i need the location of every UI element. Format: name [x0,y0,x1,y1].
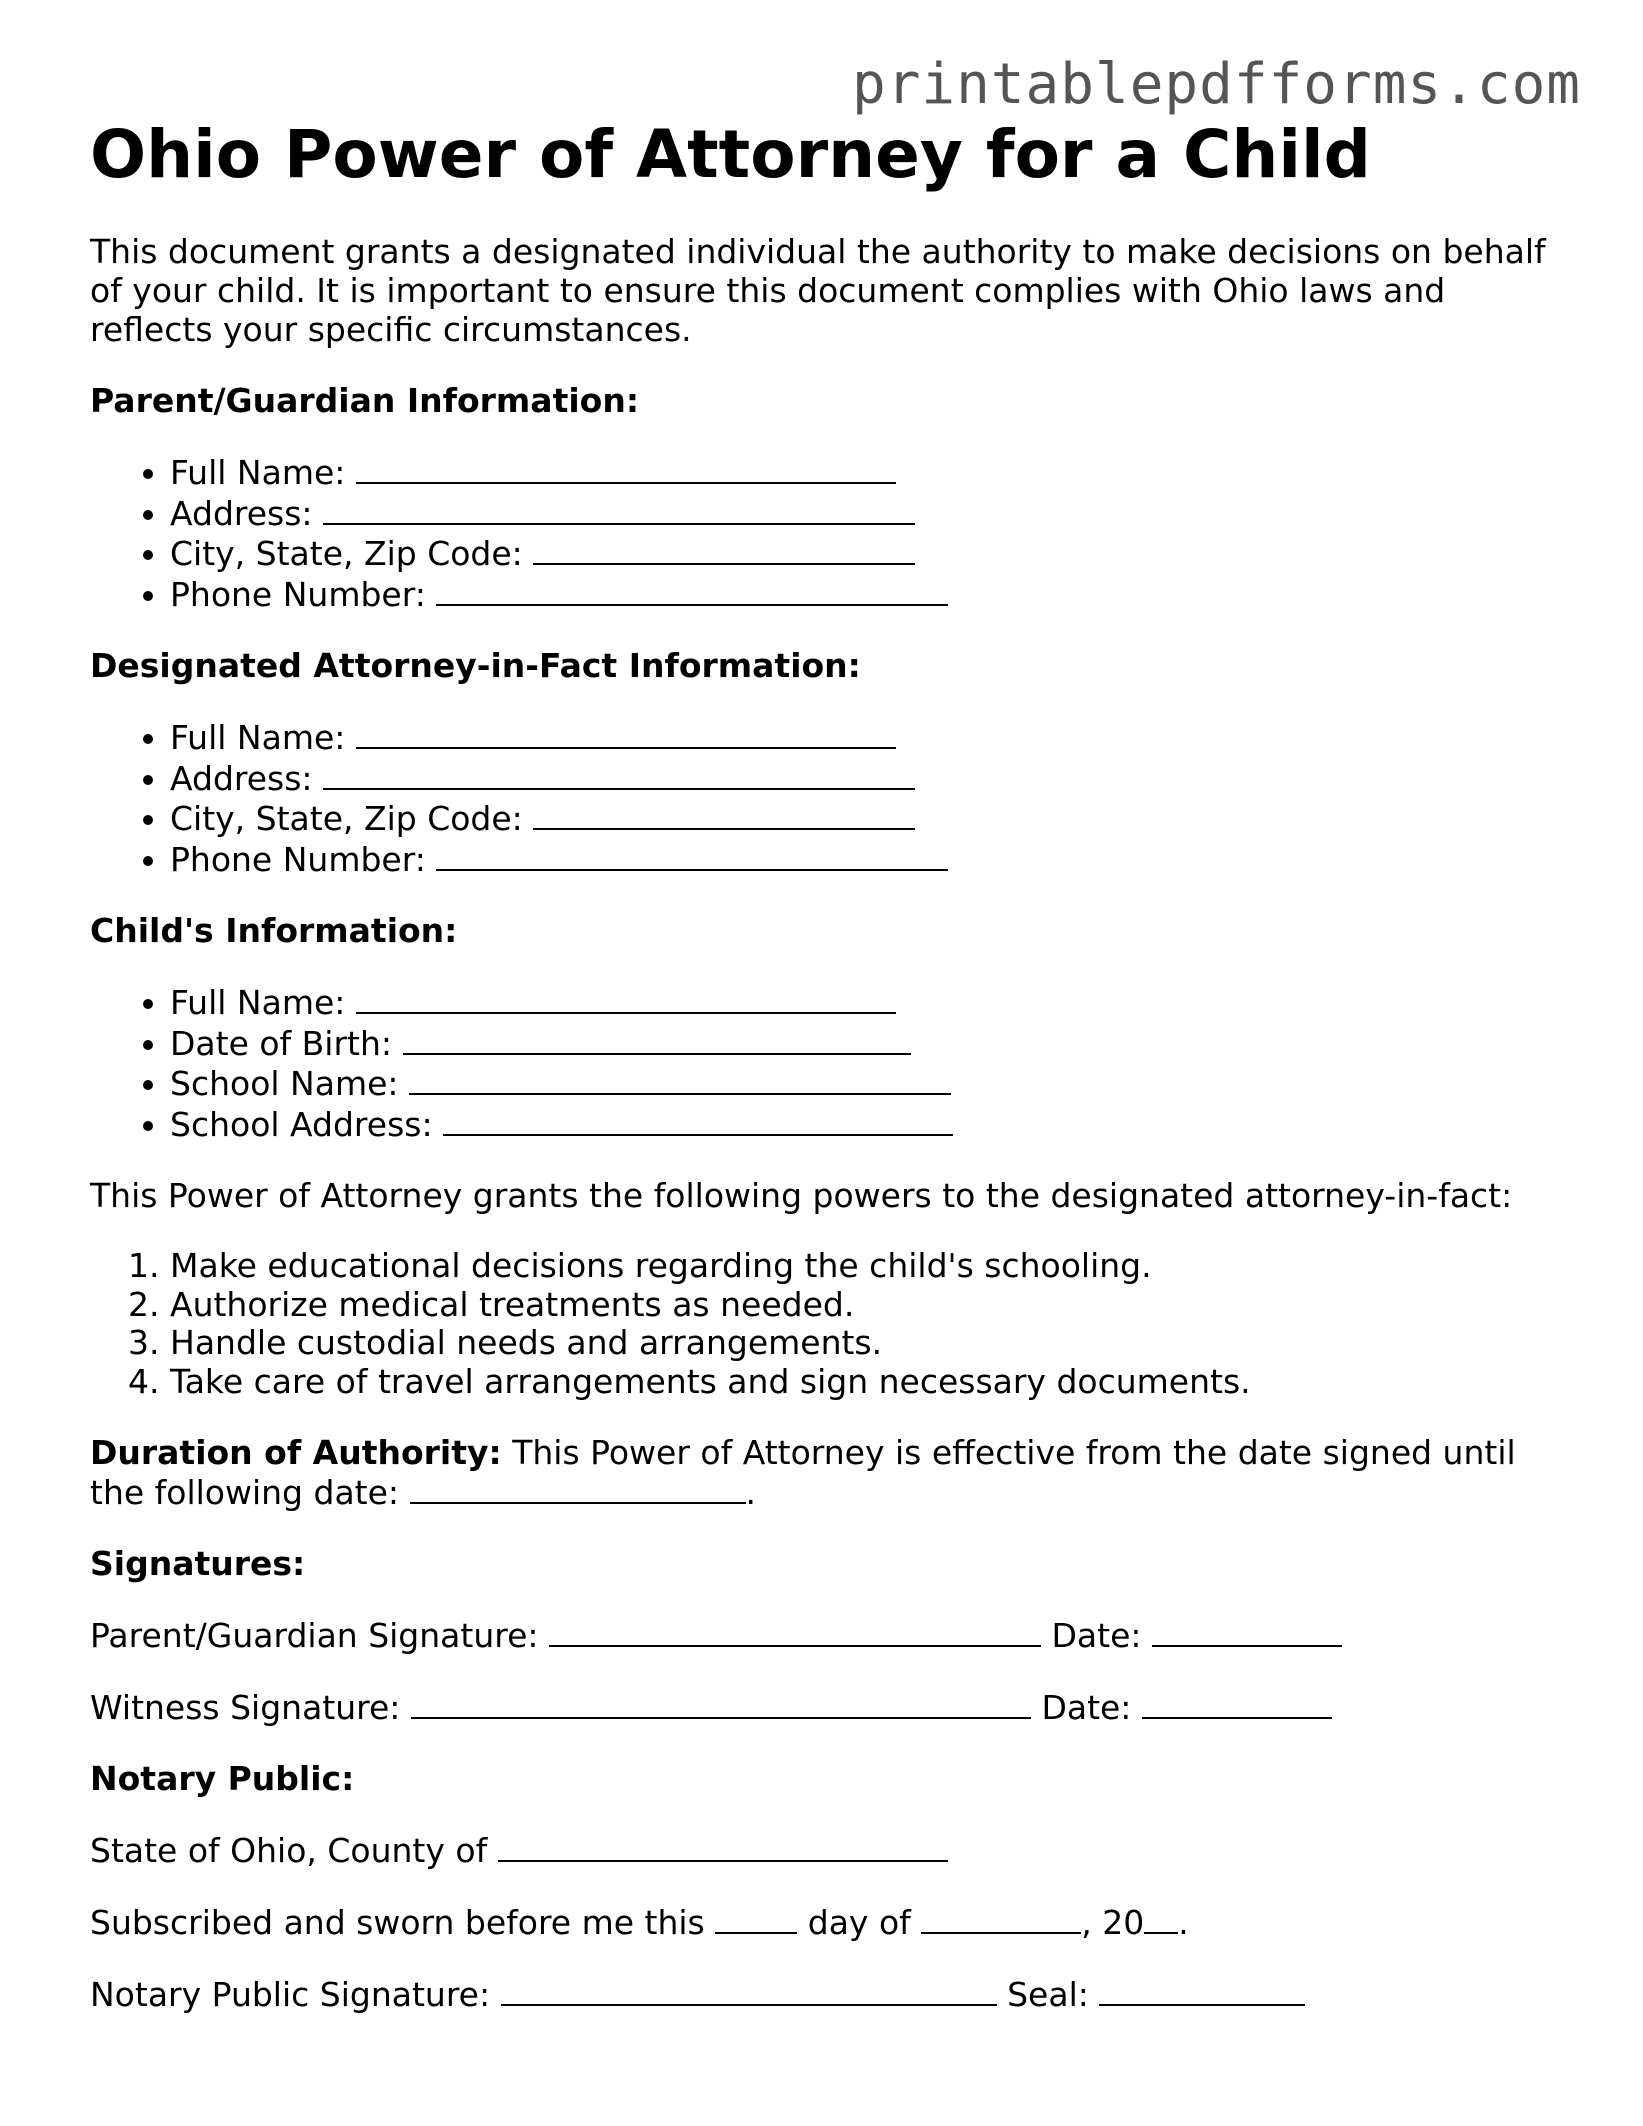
parent-full-name-row [170,452,1550,493]
powers-intro: This Power of Attorney grants the following powers to the designated attorney-in-fact: [90,1176,1513,1215]
child-full-name-field[interactable] [356,982,896,1014]
attorney-city-row [170,798,1550,839]
power-item: 1. Make educational decisions regarding the child's schooling. [170,1247,1550,1286]
notary-day-field[interactable] [715,1902,797,1934]
signatures-heading: Signatures: [90,1544,306,1583]
field-label: Phone Number: [170,839,426,879]
field-label: School Address: [170,1104,433,1144]
notary-signature-field[interactable] [501,1974,997,2006]
parent-city-row [170,533,1550,574]
attorney-address-field[interactable] [323,758,915,790]
witness-date-field[interactable] [1142,1687,1332,1719]
notary-sworn-line [90,1902,1550,1942]
parent-address-field[interactable] [323,493,915,525]
child-heading: Child's Information: [90,911,458,950]
field-label: City, State, Zip Code: [170,534,523,573]
power-item: 2. Authorize medical treatments as needed. [170,1286,1550,1325]
duration-label: Duration of Authority: [90,1433,502,1472]
child-full-name-row [170,982,1550,1023]
attorney-field-list [90,717,1550,879]
attorney-full-name-row [170,717,1550,758]
child-school-address-field[interactable] [443,1104,953,1136]
notary-county-line [90,1830,1550,1870]
parent-signature-line [90,1615,1550,1655]
child-dob-row [170,1023,1550,1064]
power-item: 4. Take care of travel arrangements and sign necessary documents. [170,1363,1550,1402]
duration-end-punct: . [745,1473,757,1512]
notary-seal-label: Seal: [1007,1975,1089,2014]
child-dob-field[interactable] [403,1023,911,1055]
parent-heading: Parent/Guardian Information: [90,381,640,420]
child-school-address-row [170,1104,1550,1145]
parent-field-list [90,452,1550,614]
field-label: Address: [170,493,313,533]
notary-sworn-year: , 20 [1081,1903,1145,1942]
notary-signature-line [90,1974,1550,2014]
duration-end-date-field[interactable] [410,1472,746,1504]
attorney-full-name-field[interactable] [356,717,896,749]
field-label: Phone Number: [170,574,426,614]
parent-full-name-field[interactable] [356,452,896,484]
duration-paragraph [90,1433,1550,1512]
attorney-phone-field[interactable] [436,839,948,871]
field-label: City, State, Zip Code: [170,799,523,838]
parent-signature-label: Parent/Guardian Signature: [90,1616,539,1655]
witness-signature-line [90,1687,1550,1727]
parent-signature-field[interactable] [549,1615,1041,1647]
attorney-heading: Designated Attorney-in-Fact Information: [90,646,861,685]
parent-phone-row [170,574,1550,615]
witness-date-label: Date: [1041,1688,1132,1727]
notary-heading: Notary Public: [90,1759,355,1798]
document-page [90,110,1550,2014]
field-label: Full Name: [170,453,346,492]
duration-text: This Power of Attorney is effective from the date signed until the following date: [90,1433,1516,1512]
parent-phone-field[interactable] [436,574,948,606]
field-label: School Name: [170,1064,399,1103]
notary-sworn-pre: Subscribed and sworn before me this [90,1903,705,1942]
notary-sworn-mid: day of [807,1903,911,1942]
witness-signature-label: Witness Signature: [90,1688,401,1727]
notary-sworn-end: . [1178,1903,1189,1942]
powers-list [90,1247,1550,1401]
attorney-phone-row [170,839,1550,880]
notary-seal-field[interactable] [1099,1974,1305,2006]
intro-paragraph: This document grants a designated individual the authority to make decisions on behalf of your child. It is important to ensure this document complies with Ohio laws and reflects your specific circumstances. [90,232,1546,349]
witness-signature-field[interactable] [411,1687,1031,1719]
page-title: Ohio Power of Attorney for a Child [90,116,1371,193]
field-label: Full Name: [170,718,346,757]
child-school-name-row [170,1063,1550,1104]
field-label: Address: [170,758,313,798]
child-school-name-field[interactable] [409,1063,951,1095]
notary-month-field[interactable] [921,1902,1081,1934]
notary-signature-label: Notary Public Signature: [90,1975,491,2014]
notary-county-field[interactable] [498,1830,948,1862]
watermark: printablepdfforms.com [851,52,1581,117]
power-item: 3. Handle custodial needs and arrangements. [170,1324,1550,1363]
field-label: Date of Birth: [170,1023,393,1063]
parent-address-row [170,493,1550,534]
parent-date-label: Date: [1051,1616,1142,1655]
attorney-address-row [170,758,1550,799]
attorney-city-field[interactable] [533,798,915,830]
parent-date-field[interactable] [1152,1615,1342,1647]
notary-year-field[interactable] [1144,1902,1178,1934]
parent-city-field[interactable] [533,533,915,565]
child-field-list [90,982,1550,1144]
field-label: Full Name: [170,983,346,1022]
notary-county-label: State of Ohio, County of [90,1831,488,1870]
